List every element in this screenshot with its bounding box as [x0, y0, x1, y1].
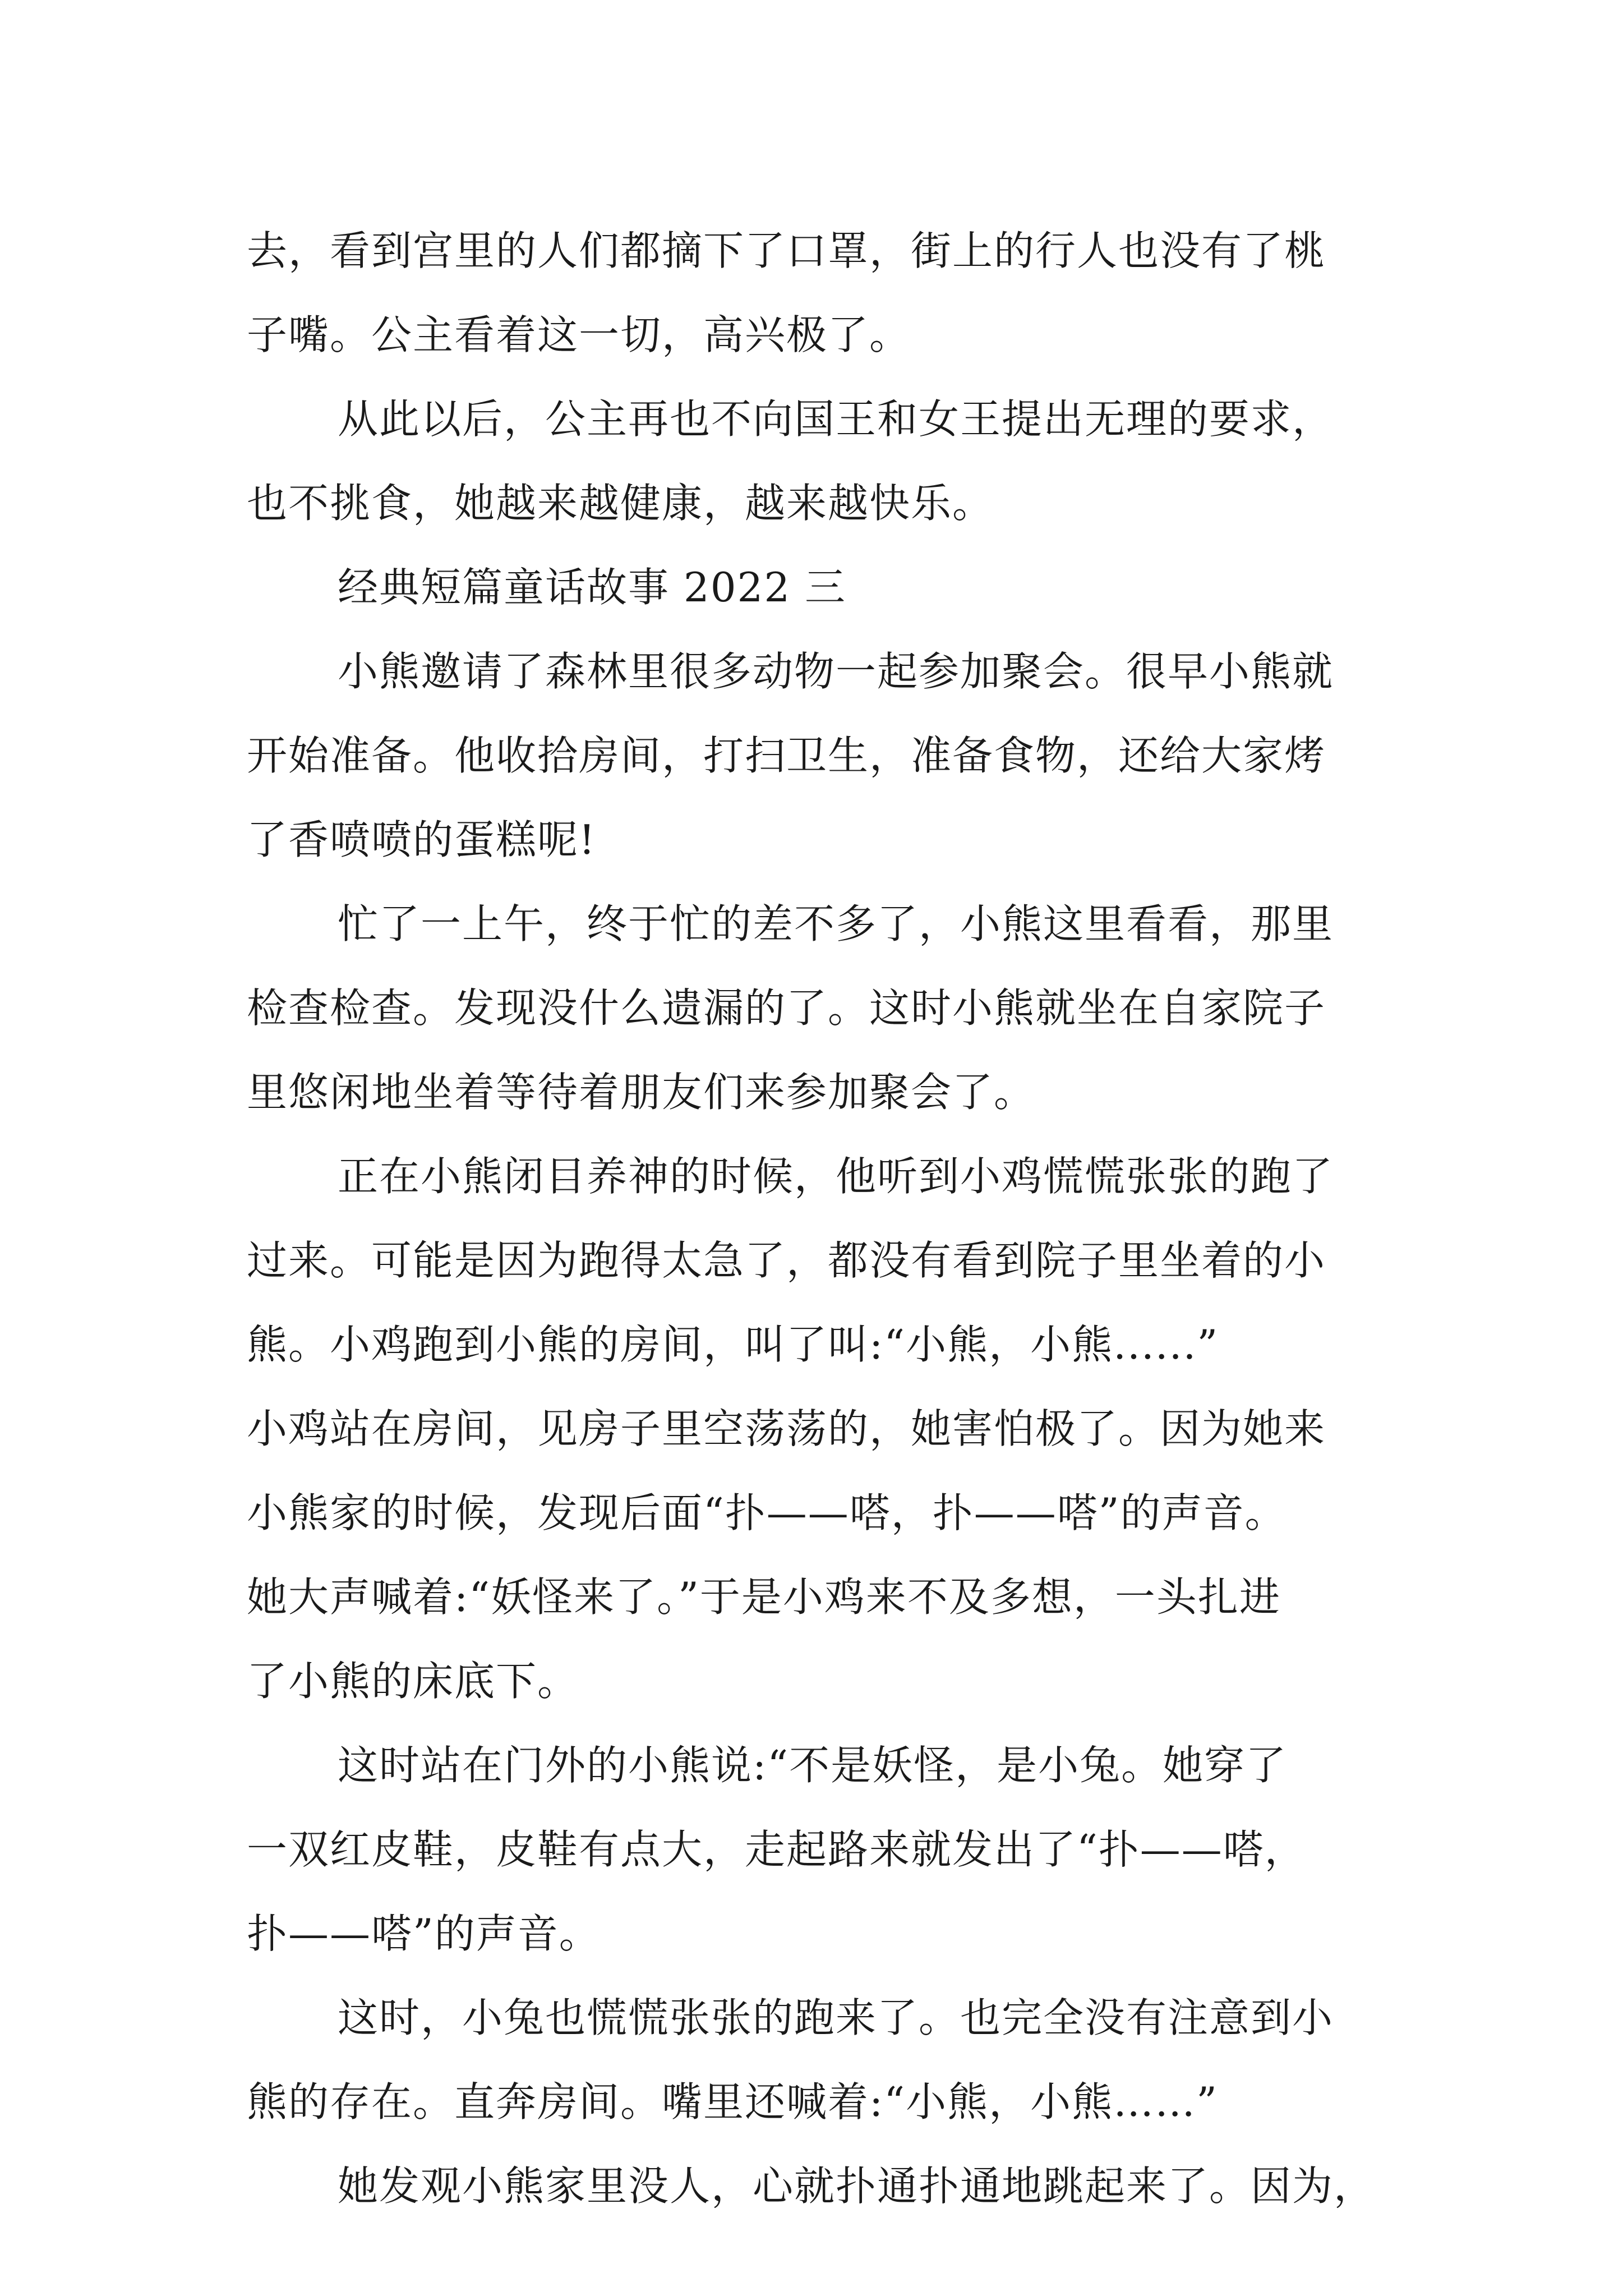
text-line: 小熊家的时候，发现后面“扑——嗒，扑——嗒”的声音。 — [247, 1489, 1287, 1536]
paragraph-start-line: 这时站在门外的小熊说:“不是妖怪，是小兔。她穿了 — [338, 1742, 1288, 1789]
text-line: 子嘴。公主看着这一切，高兴极了。 — [247, 311, 911, 358]
text-line: 一双红皮鞋，皮鞋有点大，走起路来就发出了“扑——嗒， — [247, 1826, 1306, 1873]
text-line: 里悠闲地坐着等待着朋友们来参加聚会了。 — [247, 1069, 1036, 1116]
section-heading: 经典短篇童话故事 2022 三 — [338, 564, 847, 611]
text-line: 去，看到宫里的人们都摘下了口罩，街上的行人也没有了桃 — [247, 227, 1326, 274]
text-line: 了香喷喷的蛋糕呢! — [247, 816, 596, 863]
text-line: 检查检查。发现没什么遗漏的了。这时小熊就坐在自家院子 — [247, 984, 1326, 1032]
paragraph-start-line: 忙了一上午，终于忙的差不多了，小熊这里看看，那里 — [338, 900, 1334, 947]
paragraph-start-line: 小熊邀请了森林里很多动物一起参加聚会。很早小熊就 — [338, 648, 1334, 695]
text-line: 开始准备。他收拾房间，打扫卫生，准备食物，还给大家烤 — [247, 732, 1326, 779]
paragraph-start-line: 正在小熊闭目养神的时候，他听到小鸡慌慌张张的跑了 — [338, 1153, 1334, 1200]
text-line: 过来。可能是因为跑得太急了，都没有看到院子里坐着的小 — [247, 1237, 1326, 1284]
text-line: 熊的存在。直奔房间。嘴里还喊着:“小熊，小熊……” — [247, 2078, 1218, 2125]
text-line: 小鸡站在房间，见房子里空荡荡的，她害怕极了。因为她来 — [247, 1405, 1326, 1452]
text-line: 也不挑食，她越来越健康，越来越快乐。 — [247, 480, 994, 527]
paragraph-start-line: 从此以后，公主再也不向国王和女王提出无理的要求， — [338, 395, 1334, 443]
text-line: 了小熊的床底下。 — [247, 1658, 579, 1705]
text-line: 扑——嗒”的声音。 — [247, 1910, 601, 1957]
paragraph-start-line: 她发观小熊家里没人，心就扑通扑通地跳起来了。因为， — [338, 2162, 1376, 2210]
document-body — [247, 209, 1402, 2228]
text-line: 她大声喊着:“妖怪来了。”于是小鸡来不及多想，一头扎进 — [247, 1573, 1281, 1621]
paragraph-start-line: 这时，小兔也慌慌张张的跑来了。也完全没有注意到小 — [338, 1994, 1334, 2041]
text-line: 熊。小鸡跑到小熊的房间，叫了叫:“小熊，小熊......” — [247, 1321, 1219, 1368]
